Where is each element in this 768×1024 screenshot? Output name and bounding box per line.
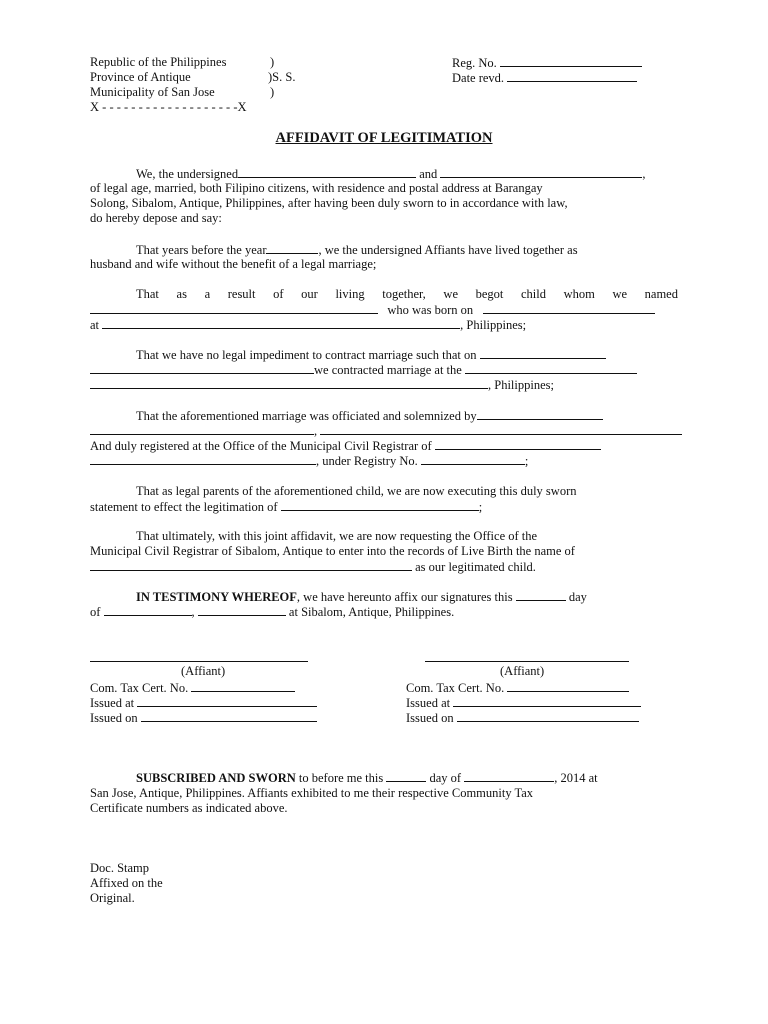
affiant1-label: (Affiant): [181, 664, 226, 678]
marriage-date-cont-blank: [90, 362, 314, 374]
p3-word: result: [227, 287, 256, 301]
registry-no-blank: [421, 453, 525, 465]
testimony-month-blank: [104, 604, 192, 616]
affiant2-ctc-row: [406, 680, 629, 696]
date-blank: [507, 70, 637, 82]
affiant2-issued-at-label: Issued at: [406, 696, 451, 710]
p8-line1: [136, 589, 587, 605]
registrar-municipality-cont-blank: [90, 453, 316, 465]
affiant2-issued-on-blank: [457, 710, 639, 722]
header-ss: )S. S.: [268, 70, 296, 84]
header-republic-paren: ): [270, 55, 275, 69]
doc-stamp-line3: Original.: [90, 891, 135, 905]
p3-word: That: [136, 287, 159, 301]
jurat-line3: Certificate numbers as indicated above.: [90, 801, 288, 815]
header-x-line: X - - - - - - - - - - - - - - - - - - -X: [90, 100, 247, 114]
date-row: [452, 70, 637, 86]
p2-text-a: That years before the year: [136, 243, 267, 257]
affiant2-label: (Affiant): [500, 664, 545, 678]
p4-line1: [136, 347, 606, 363]
p7-line1: That ultimately, with this joint affidavit, we are now requesting the Office of the: [136, 529, 538, 543]
p4-line2: [90, 362, 637, 378]
p1-line3: Solong, Sibalom, Antique, Philippines, after having been duly sworn to in accordance with law,: [90, 196, 568, 210]
p5-text-d: , under Registry No.: [316, 454, 418, 468]
p3-word: of: [273, 287, 284, 301]
affiant2-signature-blank: [425, 650, 629, 662]
p3-line3: [90, 317, 526, 333]
p3-word: our: [301, 287, 318, 301]
p6-line2: [90, 499, 482, 515]
testimony-heading: IN TESTIMONY WHEREOF: [136, 590, 297, 604]
jurat-day-blank: [386, 770, 426, 782]
p6-line1: That as legal parents of the aforementioned child, we are now executing this duly sworn: [136, 484, 577, 498]
p8-day: day: [568, 590, 587, 604]
affiant1-name-blank: [238, 166, 416, 178]
year-blank: [266, 242, 318, 254]
affiant1-issued-at-label: Issued at: [90, 696, 135, 710]
header-municipality: Municipality of San Jose: [90, 85, 215, 99]
p8-text-a: , we have hereunto affix our signatures this: [296, 590, 513, 604]
p6-text-b: statement to effect the legitimation of: [90, 500, 278, 514]
p3-at: at: [90, 318, 100, 332]
child-name-record-blank: [90, 559, 412, 571]
p1-line4: do hereby depose and say:: [90, 211, 222, 225]
p1-text-and: and: [419, 167, 438, 181]
header-province: Province of Antique: [90, 70, 191, 84]
affiant2-issued-at-blank: [453, 695, 641, 707]
p5-semicolon: ;: [524, 454, 529, 468]
p3-word: whom: [563, 287, 595, 301]
doc-stamp-line2: Affixed on the: [90, 876, 163, 890]
affiant2-issued-on-row: [406, 710, 639, 726]
officiant-blank: [477, 408, 603, 420]
p3-word: we: [443, 287, 458, 301]
officiant-cont-blank: [90, 423, 314, 435]
p8-of: of: [90, 605, 101, 619]
p7-line3: [90, 559, 536, 575]
header-municipality-paren: ): [270, 85, 275, 99]
p6-semicolon: ;: [478, 500, 483, 514]
testimony-day-blank: [516, 589, 566, 601]
affiant2-ctc-label: Com. Tax Cert. No.: [406, 681, 505, 695]
affiant2-issued-at-row: [406, 695, 641, 711]
p5-text-c: And duly registered at the Office of the Municipal Civil Registrar of: [90, 439, 432, 453]
p2-text-b: , we the undersigned Affiants have lived together as: [318, 243, 578, 257]
p5-comma: ,: [314, 424, 318, 438]
republic-text: Republic of the Philippines: [90, 55, 227, 69]
p1-line1: [136, 166, 646, 182]
header-republic: [90, 55, 226, 70]
p3-word: living: [335, 287, 365, 301]
child-name-blank: [90, 302, 378, 314]
affiant1-issued-on-blank: [141, 710, 317, 722]
p5-text-a: That the aforementioned marriage was officiated and solemnized by: [136, 409, 477, 423]
p4-text-a: That we have no legal impediment to contract marriage such that on: [136, 348, 477, 362]
p2-line1: [136, 242, 578, 258]
birth-date-blank: [483, 302, 655, 314]
marriage-place-blank: [465, 362, 637, 374]
jurat-text-a: to before me this: [298, 771, 384, 785]
p8-place: at Sibalom, Antique, Philippines.: [288, 605, 455, 619]
p2-line2: husband and wife without the benefit of a legal marriage;: [90, 257, 377, 271]
p1-comma: ,: [642, 167, 646, 181]
affiant2-ctc-blank: [507, 680, 629, 692]
reg-no-label: Reg. No.: [452, 56, 497, 70]
p7-text-c: as our legitimated child.: [415, 560, 536, 574]
jurat-month-blank: [464, 770, 554, 782]
p8-line2: [90, 604, 454, 620]
p3-line1: [136, 287, 678, 302]
p3-word: as: [176, 287, 187, 301]
p3-who-born: who was born on: [387, 303, 474, 317]
p5-line3: [90, 438, 601, 454]
affiant1-ctc-row: [90, 680, 295, 696]
officiant-title-blank: [320, 423, 682, 435]
affiant1-issued-on-row: [90, 710, 317, 726]
date-label: Date revd.: [452, 71, 505, 85]
p7-line2: Municipal Civil Registrar of Sibalom, Antique to enter into the records of Live Birth the name of: [90, 544, 575, 558]
p3-word: together,: [382, 287, 426, 301]
jurat-text-c: , 2014 at: [554, 771, 598, 785]
legitimated-child-blank: [281, 499, 479, 511]
jurat-line2: San Jose, Antique, Philippines. Affiants exhibited to me their respective Community Tax: [90, 786, 534, 800]
birth-place-blank: [102, 317, 460, 329]
p5-line4: [90, 453, 528, 469]
p3-line2: [90, 302, 655, 318]
jurat-text-b: day of: [429, 771, 462, 785]
affiant2-name-blank: [440, 166, 642, 178]
reg-no-blank: [500, 55, 642, 67]
p5-line2: [90, 423, 682, 439]
p5-line1: [136, 408, 603, 424]
p1-text-a: We, the undersigned: [136, 167, 239, 181]
jurat-heading: SUBSCRIBED AND SWORN: [136, 771, 296, 785]
testimony-year-blank: [198, 604, 286, 616]
jurat-line1: [136, 770, 598, 786]
p3-word: named: [644, 287, 678, 301]
affiant2-issued-on-label: Issued on: [406, 711, 454, 725]
affiant1-issued-on-label: Issued on: [90, 711, 138, 725]
p3-word: a: [204, 287, 211, 301]
affiant1-issued-at-row: [90, 695, 317, 711]
p3-philippines: , Philippines;: [460, 318, 527, 332]
affiant1-ctc-blank: [191, 680, 295, 692]
marriage-place-cont-blank: [90, 377, 488, 389]
p4-line3: [90, 377, 554, 393]
p4-text-b: we contracted marriage at the: [314, 363, 462, 377]
p3-word: child: [521, 287, 546, 301]
page-title: AFFIDAVIT OF LEGITIMATION: [275, 130, 493, 146]
affiant1-signature-blank: [90, 650, 308, 662]
p3-word: we: [612, 287, 628, 301]
p8-comma: ,: [191, 605, 195, 619]
p1-line2: of legal age, married, both Filipino citizens, with residence and postal address at Barangay: [90, 181, 543, 195]
affiant1-ctc-label: Com. Tax Cert. No.: [90, 681, 189, 695]
p3-word: begot: [475, 287, 504, 301]
doc-stamp-line1: Doc. Stamp: [90, 861, 150, 875]
reg-no-row: [452, 55, 642, 71]
registrar-municipality-blank: [435, 438, 601, 450]
p4-philippines: , Philippines;: [488, 378, 554, 392]
marriage-date-blank: [480, 347, 606, 359]
affiant1-issued-at-blank: [137, 695, 317, 707]
